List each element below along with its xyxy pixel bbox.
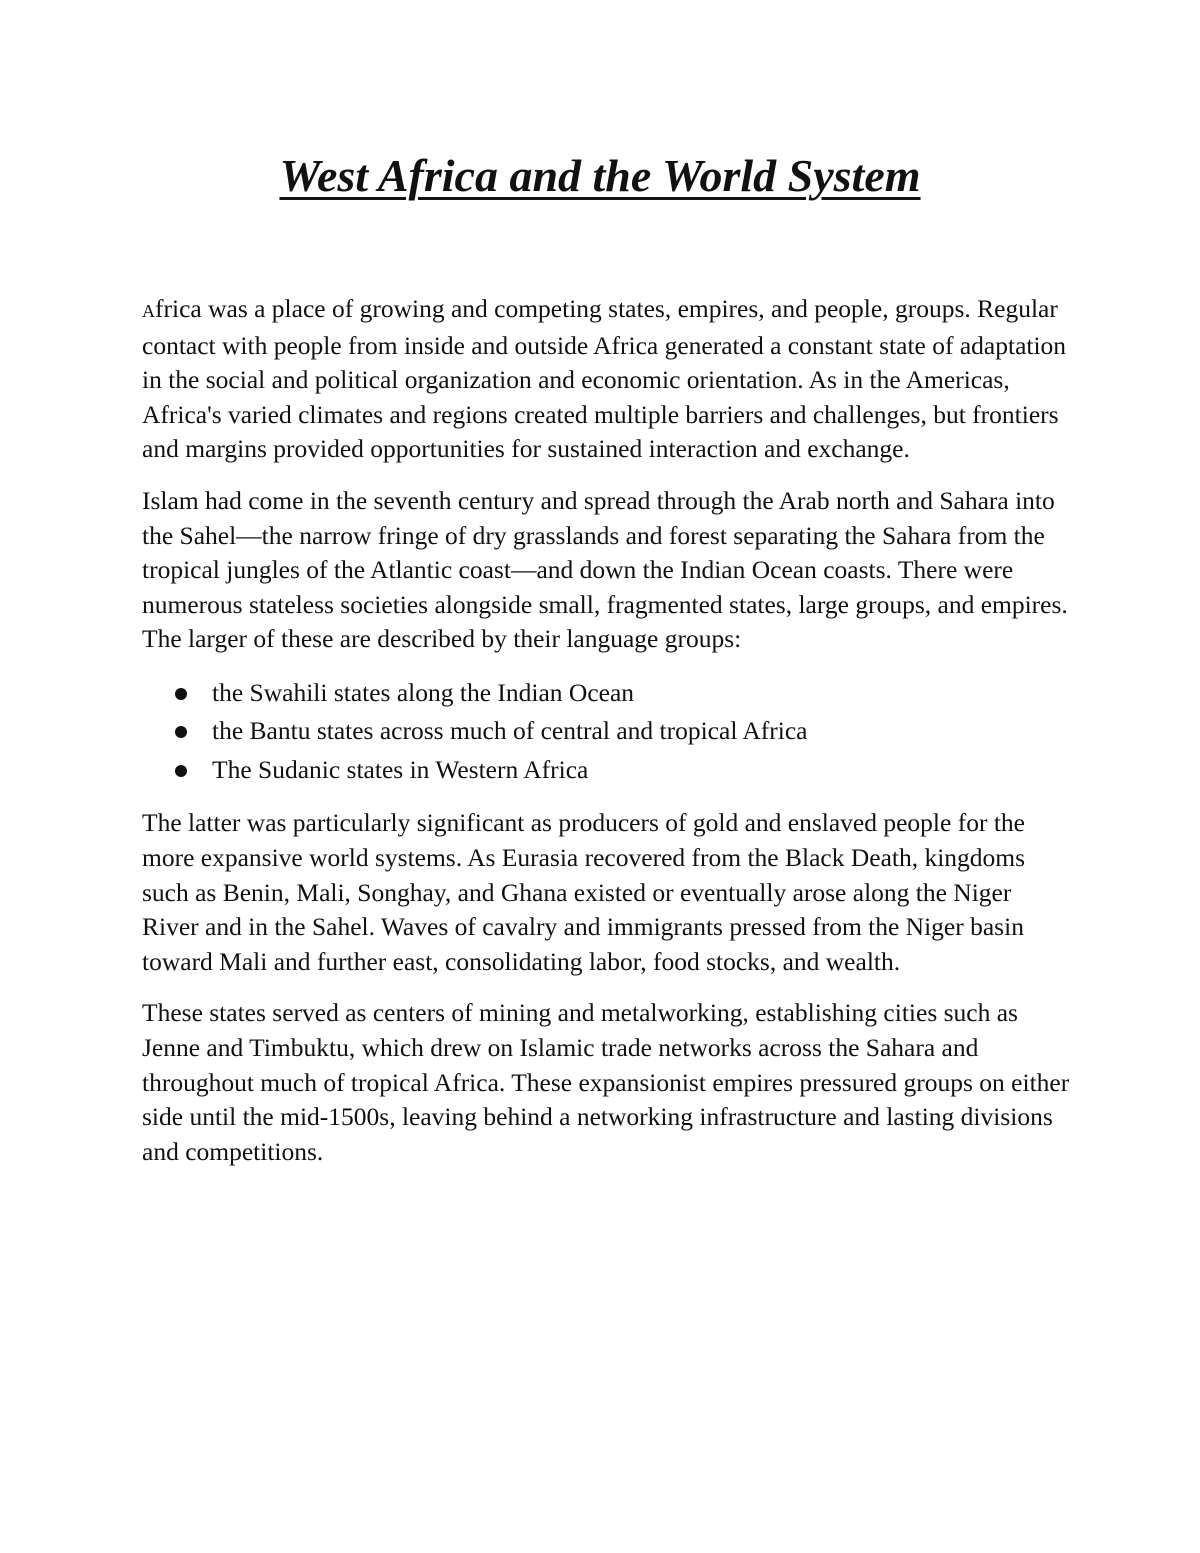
bullet-icon	[175, 688, 187, 700]
list-item	[142, 674, 1072, 713]
document-title-text: West Africa and the World System	[279, 150, 921, 201]
list-item	[142, 751, 1072, 790]
list-item-text: The Sudanic states in Western Africa	[212, 754, 589, 784]
paragraph-sudanic: The latter was particularly significant as producers of gold and enslaved people for the more expansive world systems. As Eurasia recovered from the Black Death, kingdoms such as Benin, Mali, Songhay, and Ghana existed or eventually arose along the Niger River and in the Sahel. Waves of cavalry and immigrants pressed from the Niger basin toward Mali and further east, consolidating labor, food stocks, and wealth.	[142, 808, 1026, 976]
paragraph-islam: Islam had come in the seventh century and spread through the Arab north and Sahara into the Sahel—the narrow fringe of dry grasslands and forest separating the Sahara from the tropical jungles of the Atlantic coast—and down the Indian Ocean coasts. There were numerous stateless societies alongside small, fragmented states, large groups, and empires. The larger of these are described by their language groups:	[142, 485, 1068, 654]
paragraph-intro-initial: A	[142, 301, 155, 321]
bullet-icon	[175, 726, 187, 738]
bullet-icon	[175, 765, 187, 777]
document-title	[0, 148, 1200, 204]
list-item-text: the Swahili states along the Indian Ocean	[212, 677, 635, 707]
paragraph-intro-text: frica was a place of growing and competing states, empires, and people, groups. Regular contact with people from inside and outside Africa generated a constant state of adaptation in the social and political organization and economic orientation. As in the Americas, Africa's varied climates and regions created multiple barriers and challenges, but frontiers and margins provided opportunities for sustained interaction and exchange.	[142, 294, 1067, 464]
document-body	[142, 292, 1072, 1186]
list-item	[142, 712, 1072, 751]
paragraph-mining: These states served as centers of mining and metalworking, establishing cities such as Jenne and Timbuktu, which drew on Islamic trade networks across the Sahara and throughout much of tropical Africa. These expansionist empires pressured groups on either side until the mid-1500s, leaving behind a networking infrastructure and lasting divisions and competitions.	[142, 998, 1070, 1166]
list-item-text: the Bantu states across much of central and tropical Africa	[212, 716, 808, 746]
paragraph-intro	[142, 292, 1072, 467]
language-groups-list	[142, 674, 1072, 790]
